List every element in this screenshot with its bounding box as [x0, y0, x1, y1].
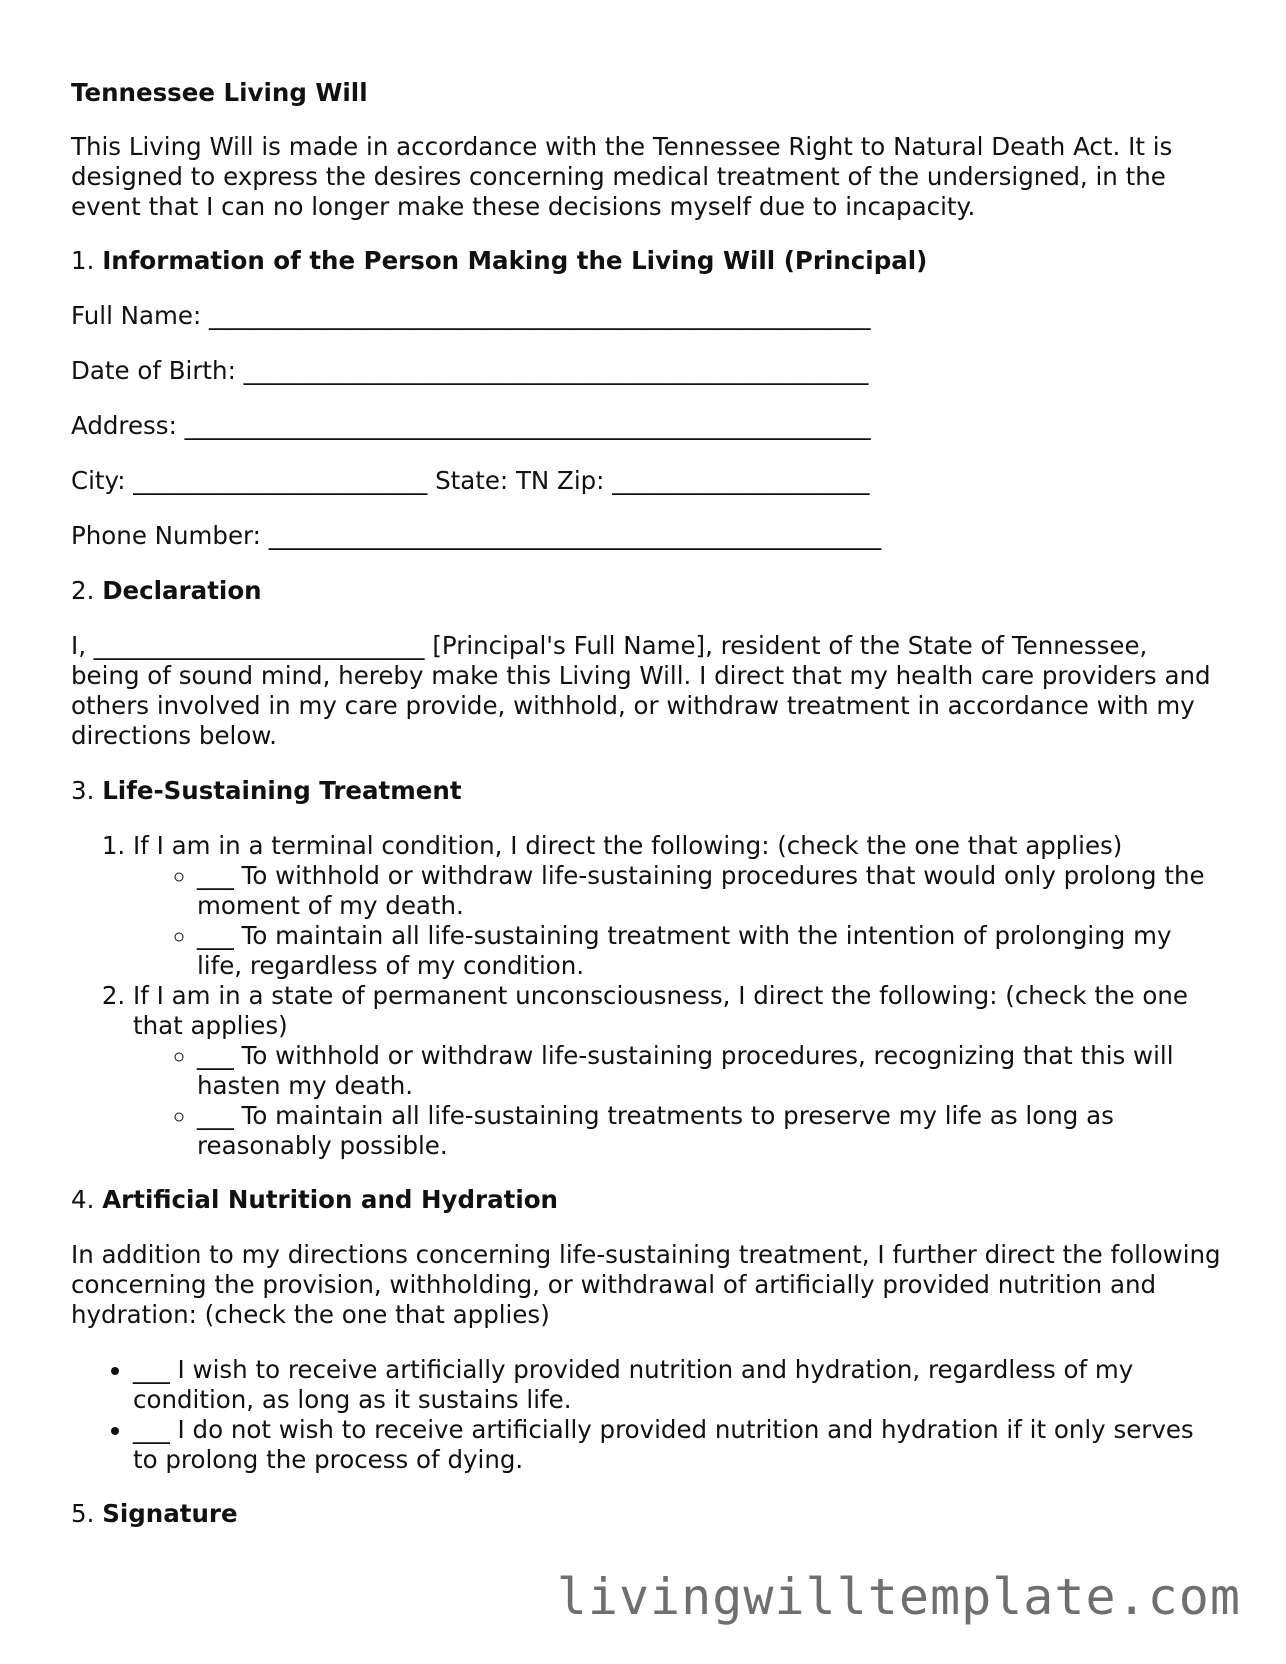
date-of-birth-field[interactable]: Date of Birth: ___________________________________________________	[71, 356, 869, 385]
unconsciousness-options	[133, 1041, 1221, 1161]
section-2-heading	[71, 576, 1221, 606]
phone-number-field[interactable]: Phone Number: __________________________________________________	[71, 521, 882, 550]
nutrition-paragraph: In addition to my directions concerning life-sustaining treatment, I further direct the following concerning the provision, withholding, or withdrawal of artificially provided nutrition and hydration: (check the one that applies)	[71, 1240, 1221, 1329]
section-2-title: Declaration	[102, 576, 262, 605]
nutrition-options	[71, 1355, 1221, 1475]
option-item[interactable]: ◦ ___ To withhold or withdraw life-sustaining procedures that would only prolong the moment of my death.	[197, 861, 1221, 921]
option-item[interactable]: ◦ ___ To maintain all life-sustaining treatment with the intention of prolonging my life, regardless of my condition.	[197, 921, 1221, 981]
unconsciousness-text: If I am in a state of permanent unconsciousness, I direct the following: (check the one that applies)	[133, 981, 1188, 1040]
declaration-paragraph: I, ___________________________ [Principal's Full Name], resident of the State of Tennessee, being of sound mind, hereby make this Living Will. I direct that my health care providers and others involved in my care provide, withhold, or withdraw treatment in accordance with my directions below.	[71, 631, 1211, 750]
section-3-title: Life-Sustaining Treatment	[102, 776, 462, 805]
section-2-number: 2.	[71, 576, 95, 605]
document-title: Tennessee Living Will	[71, 78, 368, 107]
section-1-title: Information of the Person Making the Living Will (Principal)	[102, 246, 928, 275]
city-state-zip-field[interactable]: City: ________________________ State: TN Zip: _____________________	[71, 466, 870, 495]
intro-paragraph: This Living Will is made in accordance with the Tennessee Right to Natural Death Act. It is designed to express the desires concerning medical treatment of the undersigned, in the event that I can no longer make these decisions myself due to incapacity.	[71, 132, 1173, 221]
section-4-number: 4.	[71, 1185, 95, 1214]
list-item	[133, 981, 1221, 1161]
section-5-number: 5.	[71, 1499, 95, 1528]
list-item	[133, 831, 1221, 981]
terminal-condition-options	[133, 861, 1221, 981]
section-1-number: 1.	[71, 246, 95, 275]
full-name-field[interactable]: Full Name: ______________________________________________________	[71, 301, 871, 330]
section-4-title: Artificial Nutrition and Hydration	[102, 1185, 558, 1214]
section-3-heading	[71, 776, 1221, 806]
terminal-condition-text: If I am in a terminal condition, I direct the following: (check the one that applies)	[133, 831, 1123, 860]
document-page	[71, 78, 1221, 1554]
section-3-number: 3.	[71, 776, 95, 805]
section-1-heading	[71, 246, 1221, 276]
option-item[interactable]: ◦ ___ To maintain all life-sustaining treatments to preserve my life as long as reasonably possible.	[197, 1101, 1221, 1161]
section-5-heading	[71, 1499, 1221, 1529]
life-sustaining-list	[71, 831, 1221, 1161]
option-item[interactable]: • ___ I wish to receive artificially provided nutrition and hydration, regardless of my condition, as long as it sustains life.	[133, 1355, 1221, 1415]
address-field[interactable]: Address: ________________________________________________________	[71, 411, 871, 440]
section-4-heading	[71, 1185, 1221, 1215]
watermark-text: livingwilltemplate.com	[556, 1568, 1241, 1626]
section-5-title: Signature	[102, 1499, 238, 1528]
option-item[interactable]: • ___ I do not wish to receive artificially provided nutrition and hydration if it only serves to prolong the process of dying.	[133, 1415, 1221, 1475]
option-item[interactable]: ◦ ___ To withhold or withdraw life-sustaining procedures, recognizing that this will hasten my death.	[197, 1041, 1221, 1101]
